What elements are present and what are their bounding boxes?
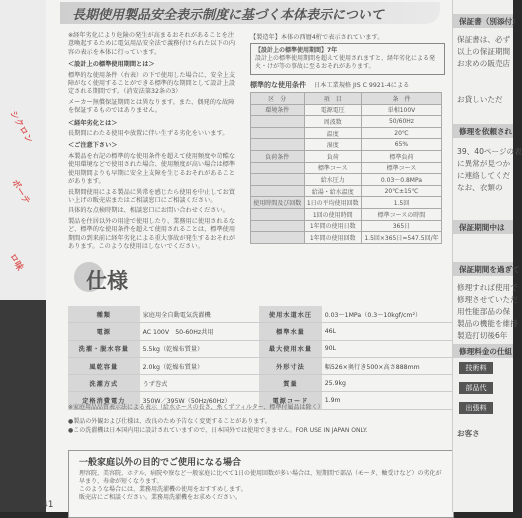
std-table-row bbox=[251, 197, 442, 209]
spec-key: 電源 bbox=[68, 323, 140, 340]
page-number: 41 bbox=[42, 500, 54, 510]
std-conditions-reference: 日本工業規格 JIS C 9921-4による bbox=[313, 82, 410, 89]
caution-item: 製品を住居以外の用途で使用したり、業務用に使用されるなど、標準的な使用条件を超えて使用されることは、標準使用期間の到来前に経年劣化による重大事故が発生するおそれがあります。このような使用はしないでください。 bbox=[68, 217, 236, 250]
right-bar-label: 保証書（別添付） bbox=[459, 17, 520, 26]
right-section-bar-warranty-period bbox=[453, 220, 513, 234]
std-table-cell bbox=[251, 174, 305, 186]
std-table-cell: 0.03〜0.8MPa bbox=[361, 174, 441, 186]
std-table-row bbox=[251, 208, 442, 220]
tag-visit-fee: 出張料 bbox=[459, 402, 493, 414]
std-table-cell: 標準コース bbox=[304, 162, 361, 174]
right-text: 製造打切後6年 bbox=[457, 331, 508, 340]
spec-key: 定格消費電力 bbox=[68, 392, 140, 409]
spec-key: 洗濯・脱水容量 bbox=[68, 340, 140, 357]
notice-text: 設計上の標準使用期間を超えて使用されますと、経年劣化による発火・けが等の事故に至るおそれがあります。 bbox=[255, 55, 436, 70]
spec-table-row bbox=[68, 306, 452, 323]
spec-value: AC 100V 50-60Hz共用 bbox=[140, 323, 260, 340]
std-table-cell: 50/60Hz bbox=[361, 116, 441, 128]
degradation-heading: ＜経年劣化とは＞ bbox=[68, 119, 118, 127]
spec-table-row bbox=[68, 323, 452, 340]
spec-value: 25.9kg bbox=[322, 375, 452, 392]
right-page bbox=[452, 0, 522, 512]
caution-item: 具体的な点検時期は、相談窓口にお問い合わせください。 bbox=[68, 207, 229, 215]
std-table-cell: 1日の平均使用回数 bbox=[304, 197, 361, 209]
right-text: 用性能部品の保 bbox=[457, 307, 511, 316]
std-table-cell: 負荷条件 bbox=[251, 150, 305, 162]
spec-value: 5.5kg（乾燥布質量） bbox=[140, 340, 260, 357]
std-table-cell: 1.5回 bbox=[361, 197, 441, 209]
right-bar-label: 保証期間を過ぎて bbox=[459, 265, 520, 274]
std-table-cell bbox=[251, 232, 305, 244]
std-table-cell: 20℃ bbox=[361, 127, 441, 139]
spec-table-row bbox=[68, 375, 452, 392]
design-period-item: 標準的な使用条件（右表）の下で使用した場合に、安全上支障がなく使用することができる標準的な期間として設計上設定される期間です。（消安法第32条の3） bbox=[68, 71, 236, 96]
right-bar-label: 修理を依頼され bbox=[459, 127, 513, 136]
std-table-row bbox=[251, 127, 442, 139]
std-conditions-table bbox=[250, 92, 442, 244]
std-table-cell: 使用時間及び回数 bbox=[251, 197, 305, 209]
box-title: 一般家庭以外の目的でご使用になる場合 bbox=[79, 458, 242, 468]
spec-value: 2.0kg（乾燥布質量） bbox=[140, 357, 260, 374]
std-table-cell: 周波数 bbox=[304, 116, 361, 128]
design-period-item: メーカー無償保証期間とは異なります。また、偶発的な故障を保証するものではありません。 bbox=[68, 98, 235, 115]
spec-value: 1.9m bbox=[322, 392, 452, 409]
caution-item: 本製品を右記の標準的な使用条件を超えて使用頻度や苛酷な使用環境などで使用された場合、使用頻度が高い場合は標準使用期間よりも早期に安全上支障を生じるおそれがあることがあります。 bbox=[68, 152, 236, 186]
footnote-1: ●製品の外観および仕様は、改良のため予告なく変更することがあります。 bbox=[68, 418, 271, 425]
right-text: 修理させていただ bbox=[457, 295, 518, 304]
spec-note: ※家庭用品品質表示法による表示（給水ホースの長さ、糸くずフィルター、標準付属品は除く） bbox=[68, 404, 324, 411]
right-text: なお、衣類の bbox=[457, 183, 503, 192]
page-title: 長期使用製品安全表示制度に基づく本体表示について bbox=[72, 8, 384, 23]
spec-title: 仕様 bbox=[86, 269, 128, 293]
right-text: 保証書は、必ず bbox=[457, 35, 511, 44]
box-line: 販売店にご相談ください。業務用洗濯機をお求めください。 bbox=[79, 494, 242, 501]
spec-key: 使用水道水圧 bbox=[259, 306, 321, 323]
caution-item: 長期間使用による製品に異常を感じたら使用を中止してお買い上げの販売店またはご相談窓口にご相談ください。 bbox=[68, 188, 236, 204]
intro-text: ※経年劣化により危険の発生が高まるおそれがあることを注意喚起するために電気用品安全法で義務付けられた以下の内容の表示を本体に行っています。 bbox=[68, 32, 236, 56]
std-table-cell: 標準コースの時間 bbox=[361, 208, 441, 220]
spec-key: 洗濯方式 bbox=[68, 375, 140, 392]
std-table-cell: 単相100V bbox=[361, 104, 441, 116]
std-table-cell bbox=[251, 185, 305, 197]
non-household-use-box bbox=[68, 450, 454, 518]
caution-heading: ＜ご注意下さい＞ bbox=[68, 142, 118, 150]
std-table-cell: 区 分 bbox=[251, 93, 305, 105]
std-table-row bbox=[251, 232, 442, 244]
tag-parts-fee: 部品代 bbox=[459, 382, 493, 394]
std-table-row bbox=[251, 150, 442, 162]
box-line: このような場合には、業務用洗濯機の使用をおすすめします。 bbox=[79, 486, 247, 493]
spec-key: 標準水量 bbox=[259, 323, 321, 340]
std-table-cell: 1.5回×365日=547.5回/年 bbox=[361, 232, 441, 244]
std-table-cell: 給湯・給水温度 bbox=[304, 185, 361, 197]
std-table-cell: 標準負荷 bbox=[361, 150, 441, 162]
right-text: 39、40ページの表 bbox=[457, 147, 522, 156]
left-red-text-3: ロ味 bbox=[6, 251, 25, 273]
std-table-cell: 電源電圧 bbox=[304, 104, 361, 116]
spec-key: 最大使用水量 bbox=[259, 340, 321, 357]
left-column bbox=[68, 32, 240, 253]
std-table-cell bbox=[251, 162, 305, 174]
std-table-row bbox=[251, 162, 442, 174]
std-table-cell: 項 目 bbox=[304, 93, 361, 105]
std-conditions-header bbox=[250, 80, 445, 90]
spec-value: 家庭用全自動電気洗濯機 bbox=[140, 306, 260, 323]
std-table-row bbox=[251, 104, 442, 116]
right-section-bar-repair bbox=[453, 124, 513, 138]
right-text: 製品の機能を維持 bbox=[457, 319, 518, 328]
right-bar-label: 修理料金の仕組 bbox=[459, 347, 513, 356]
tag-technical-fee: 技術料 bbox=[459, 362, 493, 374]
std-table-cell: 1回の使用時間 bbox=[304, 208, 361, 220]
notice-label: 【設計上の標準使用期間】7年 bbox=[255, 47, 338, 54]
std-table-cell: 1年間の使用日数 bbox=[304, 220, 361, 232]
spec-key: 風乾容量 bbox=[68, 357, 140, 374]
std-table-row bbox=[251, 139, 442, 151]
footnote-2: ●この洗濯機は日本国内用に設計されていますので、日本国外では使用できません。FOR USE IN JAPAN ONLY. bbox=[68, 427, 368, 434]
right-bottom-heading: お客さ bbox=[457, 429, 480, 438]
spec-key: 種類 bbox=[68, 306, 140, 323]
right-text: お求めの販売店 bbox=[457, 59, 511, 68]
manufacture-year-label: 【製造年】本体の西暦4桁で表示されています。 bbox=[250, 34, 384, 41]
right-section-bar-after-warranty bbox=[453, 262, 520, 276]
left-red-text-2: ボーテ bbox=[9, 178, 32, 207]
spec-table-row bbox=[68, 340, 452, 357]
manual-page bbox=[46, 0, 456, 512]
right-bar-label: 保証期間中は bbox=[459, 223, 505, 232]
design-period-heading: ＜設計上の標準使用期間とは＞ bbox=[68, 61, 155, 69]
std-table-cell: 温度 bbox=[304, 127, 361, 139]
std-table-cell: 条 件 bbox=[361, 93, 441, 105]
spec-table bbox=[68, 306, 452, 410]
spec-value: うず巻式 bbox=[140, 375, 260, 392]
std-table-cell bbox=[251, 127, 305, 139]
std-table-row bbox=[251, 185, 442, 197]
std-table-cell: 湿度 bbox=[304, 139, 361, 151]
right-text: 以上の保証期間 bbox=[457, 47, 511, 56]
spec-header bbox=[68, 262, 448, 296]
std-table-cell: 標準コース bbox=[361, 162, 441, 174]
std-table-row bbox=[251, 116, 442, 128]
spec-value: 90L bbox=[322, 340, 452, 357]
spec-table-row bbox=[68, 357, 452, 374]
right-text: お貸しいただ bbox=[457, 95, 503, 104]
std-table-cell bbox=[251, 116, 305, 128]
spec-key: 質量 bbox=[259, 375, 321, 392]
std-table-cell bbox=[251, 220, 305, 232]
std-table-cell: 20℃±15℃ bbox=[361, 185, 441, 197]
std-table-cell bbox=[251, 208, 305, 220]
right-column bbox=[250, 32, 445, 244]
std-table-cell bbox=[251, 139, 305, 151]
spec-value: 幅526×奥行き500×高さ888mm bbox=[322, 357, 452, 374]
std-table-cell: 負荷 bbox=[304, 150, 361, 162]
right-text: に連絡してくだ bbox=[457, 171, 511, 180]
std-table-header-row bbox=[251, 93, 442, 105]
std-table-row bbox=[251, 220, 442, 232]
degradation-item: 長期間にわたる使用や放置に伴い生ずる劣化をいいます。 bbox=[68, 130, 229, 138]
spec-value: 0.03〜1MPa（0.3〜10kgf/cm²） bbox=[322, 306, 452, 323]
std-table-cell: 65% bbox=[361, 139, 441, 151]
spec-value: 350W／395W（50Hz/60Hz） bbox=[140, 392, 260, 409]
spec-key: 外形寸法 bbox=[259, 357, 321, 374]
std-table-row bbox=[251, 174, 442, 186]
right-text: に異常が見つか bbox=[457, 159, 511, 168]
spec-key: 電源コード bbox=[259, 392, 321, 409]
design-period-notice bbox=[250, 43, 445, 75]
right-text: 修理すれば使用で bbox=[457, 283, 518, 292]
std-table-cell: 1年間の使用回数 bbox=[304, 232, 361, 244]
spec-value: 46L bbox=[322, 323, 452, 340]
std-conditions-heading: 標準的な使用条件 bbox=[250, 81, 306, 89]
right-section-bar-repair-fee bbox=[453, 344, 513, 358]
std-table-cell: 給水圧力 bbox=[304, 174, 361, 186]
std-table-cell: 環境条件 bbox=[251, 104, 305, 116]
std-table-cell: 365日 bbox=[361, 220, 441, 232]
box-line: 理容院、美容院、ホテル、病院や寮など一般家庭に比べて1日の使用回数が多い場合は、短期間で部品（モータ、軸受けなど）の劣化が早まり、寿命が短くなります。 bbox=[79, 470, 442, 485]
left-red-text-1: シクロン bbox=[7, 109, 34, 146]
right-section-bar-warranty bbox=[453, 14, 520, 28]
